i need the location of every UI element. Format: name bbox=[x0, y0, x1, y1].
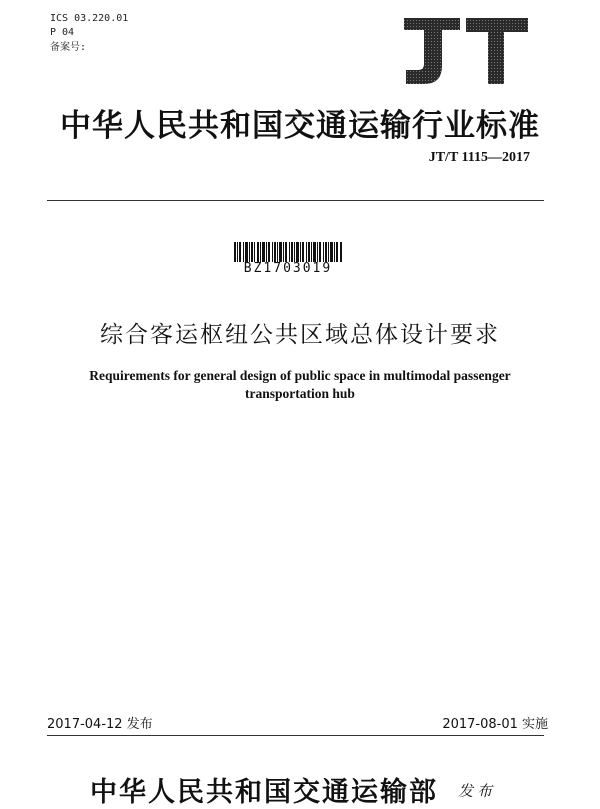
issuing-authority-heading: 中华人民共和国交通运输行业标准 bbox=[60, 108, 540, 144]
barcode-icon bbox=[234, 242, 342, 262]
title-english-line-1: Requirements for general design of public space in multimodal passenger bbox=[89, 368, 511, 383]
top-divider bbox=[47, 200, 544, 201]
jt-logo-icon bbox=[398, 14, 532, 88]
implementation-date: 2017-08-01 实施 bbox=[442, 717, 548, 732]
ics-code: ICS 03.220.01 bbox=[50, 13, 129, 24]
filing-number-label: 备案号: bbox=[50, 42, 87, 53]
title-english-line-2: transportation hub bbox=[245, 386, 355, 401]
standard-number: JT/T 1115—2017 bbox=[428, 150, 530, 165]
barcode-number: BZ1703019 bbox=[243, 261, 333, 276]
publish-label: 发布 bbox=[458, 782, 497, 800]
title-chinese: 综合客运枢纽公共区域总体设计要求 bbox=[100, 322, 500, 348]
issue-date: 2017-04-12 发布 bbox=[47, 717, 153, 732]
issuing-ministry: 中华人民共和国交通运输部 bbox=[90, 777, 438, 808]
bottom-divider bbox=[47, 735, 544, 736]
ccs-code: P 04 bbox=[50, 27, 75, 38]
